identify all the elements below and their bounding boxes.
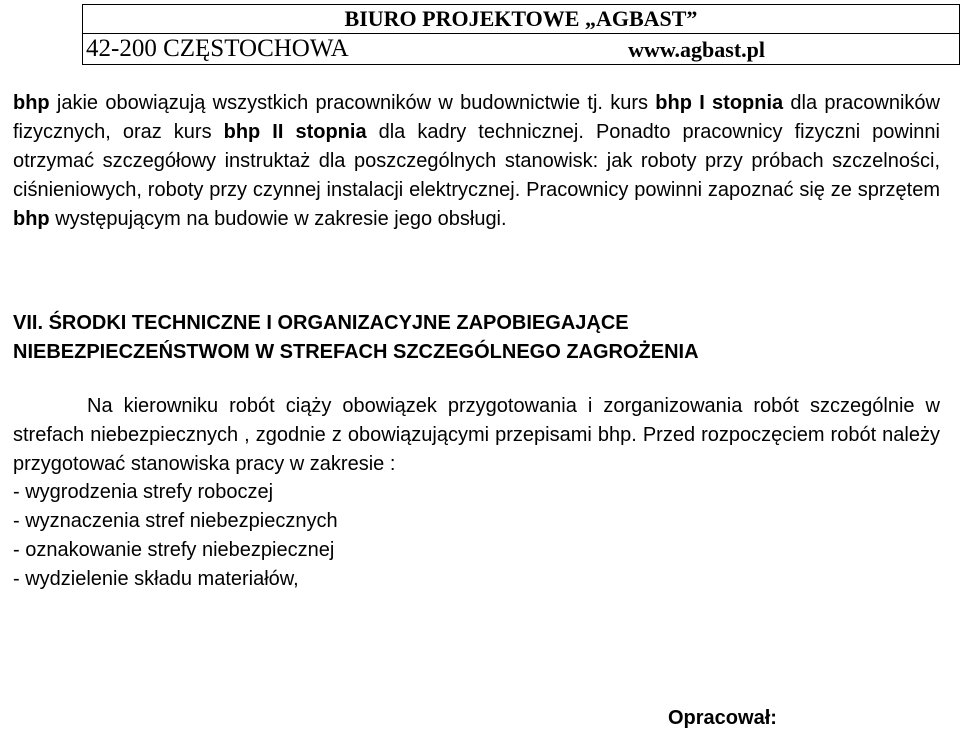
company-city: 42-200 CZĘSTOCHOWA — [86, 35, 349, 62]
bold-bhp-level-2: bhp II stopnia — [223, 121, 367, 143]
paragraph-text: Na kierowniku robót ciąży obowiązek przygotowania i zorganizowania robót szczególnie w strefach niebezpiecznych , zgodnie z obowiązującymi przepisami bhp. Przed rozpoczęciem robót należy przygotować stanowiska pracy w zakresie : — [13, 395, 940, 475]
list-item: - wygrodzenia strefy roboczej — [13, 481, 274, 503]
header-company-row — [82, 4, 960, 33]
text-segment: występującym na budowie w zakresie jego obsługi. — [49, 208, 507, 230]
text-segment: jakie obowiązują wszystkich pracowników w budownictwie tj. kurs — [49, 92, 656, 114]
header-address-row — [82, 33, 960, 65]
section-heading-line-2: NIEBEZPIECZEŃSTWOM W STREFACH SZCZEGÓLNEGO ZAGROŻENIA — [13, 341, 699, 363]
paragraph-site-manager-duty — [13, 392, 940, 479]
list-item: - oznakowanie strefy niebezpiecznej — [13, 539, 335, 561]
list-item: - wyznaczenia stref niebezpiecznych — [13, 510, 338, 532]
bold-bhp: bhp — [13, 208, 50, 230]
preparation-list — [13, 478, 913, 594]
paragraph-bhp-training — [13, 89, 940, 234]
text-segment: dla kadry technicznej. Ponadto pracownicy fizyczni powinni otrzymać szczegółowy instruktaż dla poszczególnych stanowisk: jak roboty przy próbach szczelności, ciśnieniowych, roboty przy czynnej instalacji elektrycznej. Pracownicy powinni zapoznać się ze sprzętem — [13, 121, 940, 201]
section-heading — [13, 309, 943, 367]
bold-bhp: bhp — [13, 92, 50, 114]
prepared-by-label: Opracował: — [668, 707, 777, 729]
company-website: www.agbast.pl — [628, 37, 765, 62]
list-item: - wydzielenie składu materiałów, — [13, 568, 299, 590]
bold-bhp-level-1: bhp I stopnia — [655, 92, 784, 114]
company-name: BIURO PROJEKTOWE „AGBAST” — [344, 6, 698, 31]
text-segment: dla pracowników fizycznych, oraz kurs — [13, 92, 940, 143]
section-heading-line-1: VII. ŚRODKI TECHNICZNE I ORGANIZACYJNE ZAPOBIEGAJĄCE — [13, 312, 629, 334]
